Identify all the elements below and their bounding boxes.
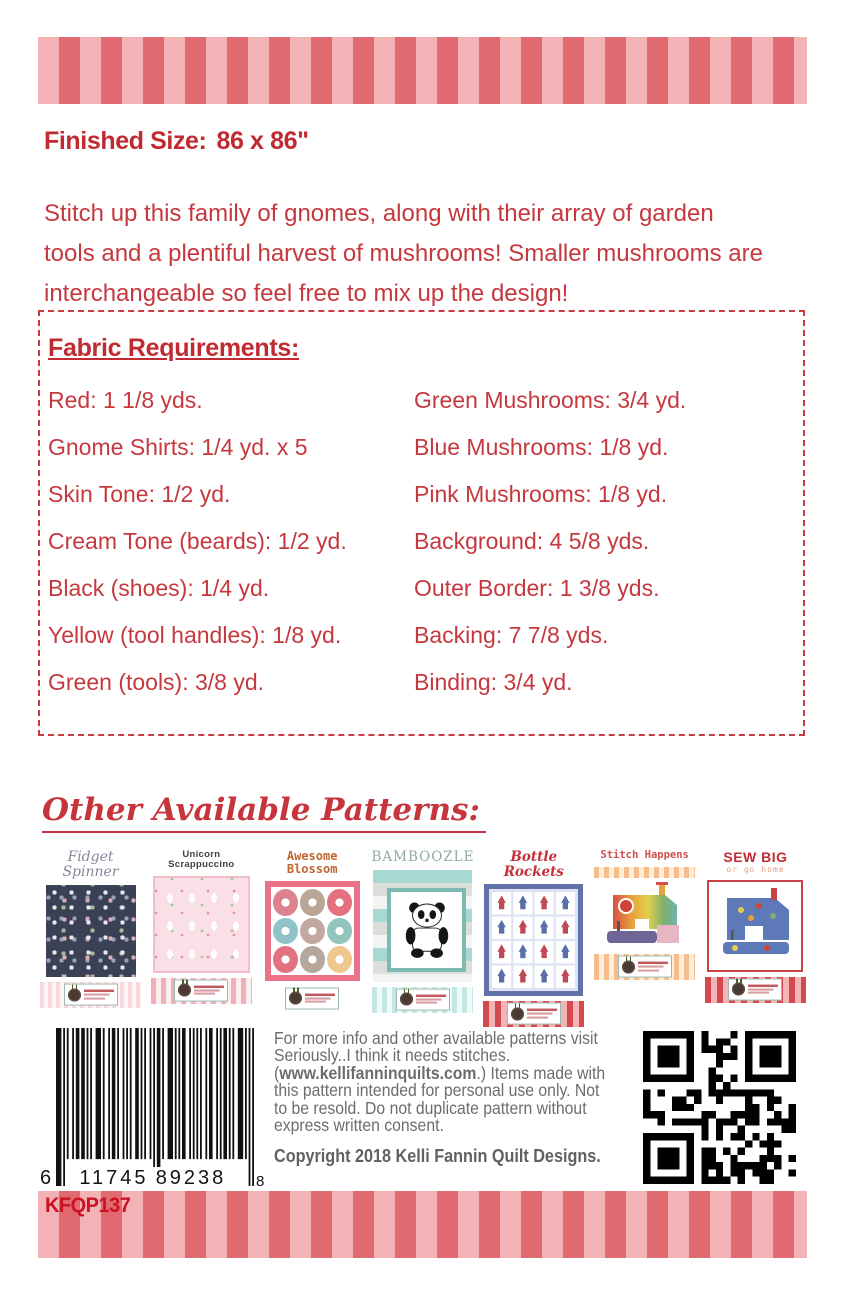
pattern-thumbnail-awesome-blossom: [262, 848, 363, 1012]
pattern-thumbnail-sew-big: [705, 848, 806, 1003]
fabric-item: Blue Mushrooms: 1/8 yd.: [414, 434, 669, 460]
info-line: For more info and other available patterns visit: [274, 1028, 598, 1048]
fabric-item: Green Mushrooms: 3/4 yd.: [414, 387, 687, 413]
fabric-item: Yellow (tool handles): 1/8 yd.: [48, 622, 342, 648]
pattern-title: Bottle Rockets: [503, 849, 564, 880]
pattern-sku: KFQP137: [45, 1194, 131, 1217]
thumbnail-stripe-band: [372, 987, 473, 1013]
flower-block: [327, 946, 352, 973]
finished-size-value: 86 x 86": [216, 127, 309, 155]
bottom-stripe-band: [38, 1191, 807, 1258]
thumbnail-stripe-band: [705, 977, 806, 1003]
fabric-item: Red: 1 1/8 yds.: [48, 387, 203, 413]
footer-info-text: [274, 1030, 645, 1166]
other-patterns-title: Other Available Patterns:: [42, 792, 486, 833]
fabric-item: Skin Tone: 1/2 yd.: [48, 481, 231, 507]
pattern-title: Stitch Happens: [600, 849, 689, 861]
logo-text-lines: [416, 994, 446, 1004]
fabric-item: Outer Border: 1 3/8 yds.: [414, 575, 660, 601]
info-line: this pattern intended for personal use only. Not: [274, 1080, 600, 1101]
pattern-thumbnail-fidget-spinner: [40, 848, 141, 1008]
seriously-logo: [618, 956, 672, 978]
unicorn-scrappuccino-quilt-art: [153, 876, 250, 973]
info-line-pre: (: [274, 1062, 280, 1083]
fabric-requirements-title: Fabric Requirements:: [48, 334, 300, 362]
yarn-ball-icon: [289, 992, 302, 1005]
thumbnail-stripe-band: [151, 978, 252, 1004]
flower-block: [300, 946, 325, 973]
thumbnail-stripe-band: [594, 954, 695, 980]
pattern-subtitle: or go home: [726, 865, 785, 875]
logo-text-lines: [527, 1009, 557, 1019]
fabric-item: Green (tools): 3/8 yd.: [48, 669, 265, 695]
flower-block: [273, 946, 298, 973]
fabric-requirements-columns: [48, 377, 803, 706]
pattern-title: Fidget Spinner: [62, 849, 119, 881]
yarn-ball-icon: [511, 1007, 524, 1020]
finished-size-label: Finished Size:: [44, 127, 207, 155]
fabric-item: Background: 4 5/8 yds.: [414, 528, 650, 554]
logo-text-lines: [194, 985, 224, 995]
yarn-ball-icon: [732, 983, 745, 996]
yarn-ball-icon: [178, 984, 191, 997]
seriously-logo: [285, 987, 339, 1009]
pattern-description: Stitch up this family of gnomes, along with their array of garden tools and a plentiful harvest of mushrooms! Smaller mushrooms are interchangeable so feel free to mix up the design!: [44, 200, 763, 307]
thumbnail-top-stripe-band: [594, 867, 695, 878]
flower-block: [300, 918, 325, 945]
fabric-column-right: [414, 377, 686, 706]
flower-block: [273, 889, 298, 916]
panda-icon: [387, 888, 466, 972]
yarn-ball-icon: [622, 960, 635, 973]
top-stripe-band: [38, 37, 807, 104]
pattern-title: [723, 850, 787, 875]
thumbnail-stripe-band: [483, 1001, 584, 1027]
flower-block: [327, 889, 352, 916]
yarn-ball-icon: [68, 988, 81, 1001]
fabric-item: Cream Tone (beards): 1/2 yd.: [48, 528, 347, 554]
fabric-item: Pink Mushrooms: 1/8 yd.: [414, 481, 668, 507]
seriously-logo: [396, 988, 450, 1010]
pattern-thumbnail-bamboozle: [372, 848, 473, 1013]
pattern-thumbnail-bottle-rockets: [483, 848, 584, 1027]
barcode-group-2: 89238: [152, 1167, 230, 1190]
barcode-digit-left: 6: [40, 1167, 52, 1189]
blue-sewing-machine-icon: [707, 880, 803, 972]
pattern-title: Unicorn Scrappuccino: [168, 849, 235, 871]
barcode-group-1: 11745: [79, 1167, 149, 1189]
seriously-logo: [507, 1003, 561, 1025]
logo-text-lines: [305, 993, 335, 1003]
upc-barcode: [40, 1028, 270, 1190]
fabric-item: Black (shoes): 1/4 yd.: [48, 575, 270, 601]
logo-text-lines: [748, 984, 778, 994]
thumbnail-logo-area: [262, 986, 363, 1012]
copyright-line: Copyright 2018 Kelli Fannin Quilt Designs.: [274, 1146, 601, 1167]
flower-block: [273, 918, 298, 945]
bottle-rockets-quilt-art: [484, 884, 583, 996]
info-line: to be resold. Do not duplicate pattern without: [274, 1097, 587, 1118]
fabric-column-left: [48, 377, 414, 706]
fabric-item: Binding: 3/4 yd.: [414, 669, 573, 695]
flower-block: [327, 918, 352, 945]
pattern-title: Awesome Blossom: [286, 849, 338, 876]
logo-text-lines: [84, 990, 114, 1000]
bamboozle-quilt-art: [373, 870, 472, 982]
thumbnail-stripe-band: [40, 982, 141, 1008]
awesome-blossom-quilt-art: [265, 881, 360, 981]
pattern-thumbnail-unicorn-scrappuccino: [151, 848, 252, 1004]
logo-text-lines: [638, 962, 668, 972]
fabric-requirements-box: [38, 310, 805, 736]
pattern-thumbnail-stitch-happens: [594, 848, 695, 980]
barcode-digit-right: 8: [256, 1173, 265, 1190]
rainbow-sewing-machine-icon: [599, 881, 691, 949]
website-url: www.kellifanninquilts.com: [279, 1062, 477, 1083]
fidget-spinner-quilt-art: [46, 885, 136, 977]
info-line: Seriously..I think it needs stitches.: [274, 1045, 511, 1066]
other-patterns-row: [40, 848, 806, 1027]
pattern-title-text: SEW BIG: [723, 849, 788, 865]
finished-size: [44, 127, 309, 156]
flower-block: [300, 889, 325, 916]
qr-code: [643, 1031, 796, 1184]
seriously-logo: [728, 978, 782, 1000]
yarn-ball-icon: [400, 993, 413, 1006]
info-line-post: .) Items made with: [476, 1062, 606, 1083]
fabric-item: Backing: 7 7/8 yds.: [414, 622, 609, 648]
info-line: express written consent.: [274, 1115, 444, 1136]
fabric-item: Gnome Shirts: 1/4 yd. x 5: [48, 434, 308, 460]
seriously-logo: [174, 979, 228, 1001]
seriously-logo: [64, 984, 118, 1006]
pattern-title: BAMBOOZLE: [371, 849, 475, 865]
